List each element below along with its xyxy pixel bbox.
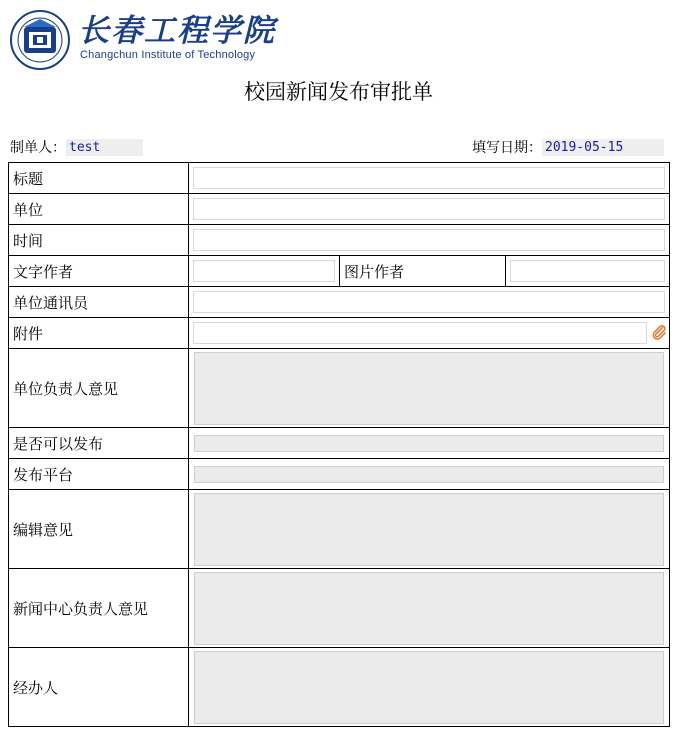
row-attachment	[9, 318, 670, 349]
university-name-en: Changchun Institute of Technology	[80, 49, 256, 61]
paperclip-icon[interactable]	[651, 324, 667, 340]
text-author-input[interactable]	[193, 260, 335, 282]
page-title: 校园新闻发布审批单	[244, 80, 433, 104]
row-time	[9, 225, 670, 256]
row-unit-head-opinion	[9, 349, 670, 428]
row-unit	[9, 194, 670, 225]
title-label: 标题	[9, 163, 189, 194]
unit-head-opinion-label: 单位负责人意见	[9, 349, 189, 428]
editor-opinion-label: 编辑意见	[9, 490, 189, 569]
university-name-cn: 长春工程学院	[78, 13, 276, 49]
page-header	[0, 0, 677, 70]
date-field	[472, 139, 664, 157]
time-input[interactable]	[193, 229, 665, 251]
platform-label: 发布平台	[9, 459, 189, 490]
handler-textarea[interactable]	[194, 651, 664, 724]
title-input[interactable]	[193, 167, 665, 189]
can-publish-label: 是否可以发布	[9, 428, 189, 459]
correspondent-label: 单位通讯员	[9, 287, 189, 318]
editor-opinion-textarea[interactable]	[194, 493, 664, 566]
creator-value: test	[66, 139, 143, 156]
approval-form-table	[8, 162, 670, 727]
unit-head-opinion-textarea[interactable]	[194, 352, 664, 425]
news-center-opinion-textarea[interactable]	[194, 572, 664, 645]
date-label: 填写日期：	[472, 140, 542, 156]
handler-label: 经办人	[9, 648, 189, 727]
date-value: 2019-05-15	[542, 139, 664, 156]
unit-label: 单位	[9, 194, 189, 225]
can-publish-select[interactable]	[194, 435, 664, 452]
row-authors	[9, 256, 670, 287]
attachment-label: 附件	[9, 318, 189, 349]
unit-input[interactable]	[193, 198, 665, 220]
row-title	[9, 163, 670, 194]
news-center-opinion-label: 新闻中心负责人意见	[9, 569, 189, 648]
row-handler	[9, 648, 670, 727]
row-can-publish	[9, 428, 670, 459]
photo-author-input[interactable]	[510, 260, 665, 282]
time-label: 时间	[9, 225, 189, 256]
row-correspondent	[9, 287, 670, 318]
attachment-input[interactable]	[193, 322, 647, 344]
row-platform	[9, 459, 670, 490]
text-author-label: 文字作者	[9, 256, 189, 287]
platform-select[interactable]	[194, 466, 664, 483]
creator-field	[10, 139, 143, 157]
photo-author-label: 图片作者	[340, 256, 506, 287]
university-emblem-icon	[10, 10, 70, 70]
row-editor-opinion	[9, 490, 670, 569]
creator-label: 制单人：	[10, 140, 66, 156]
correspondent-input[interactable]	[193, 291, 665, 313]
row-news-center-opinion	[9, 569, 670, 648]
